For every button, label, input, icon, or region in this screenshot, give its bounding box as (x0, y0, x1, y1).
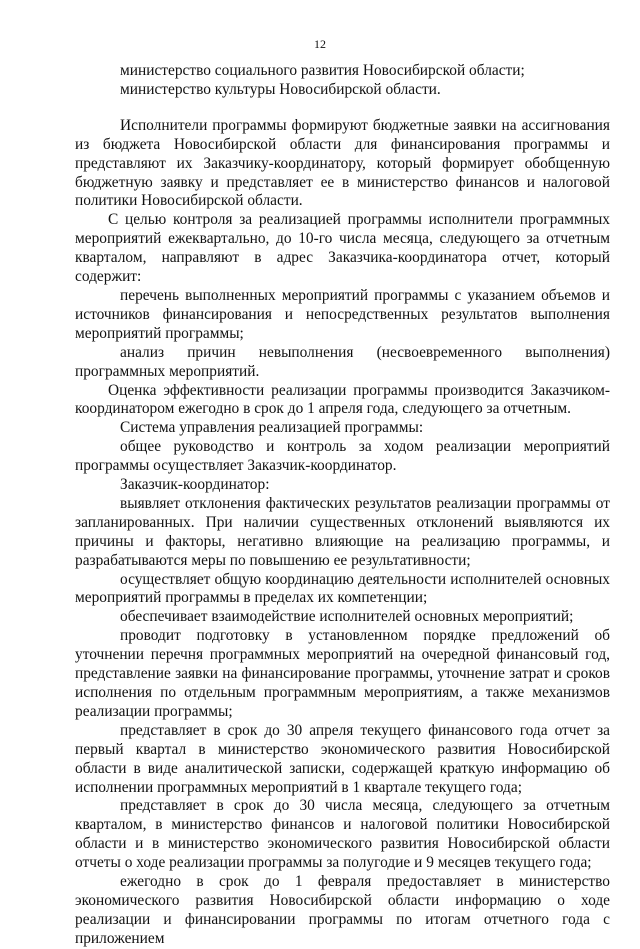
paragraph-annual-info: ежегодно в срок до 1 февраля предоставляет в министерство экономического развития Новосибирской области информацию о ходе реализации и финансировании программы по итогам отчетного года с приложением (75, 873, 610, 947)
paragraph-control-purpose: С целью контроля за реализацией программы исполнители программных мероприятий ежеквартально, до 10-го числа месяца, следующего за отчетным кварталом, направляют в адрес Заказчика-координатора отчет, который содержит: (75, 211, 610, 286)
paragraph-customer-coordinator: Заказчик-координатор: (120, 476, 270, 494)
paragraph-efficiency: Оценка эффективности реализации программы производится Заказчиком-координатором ежегодно в срок до 1 апреля года, следующего за отчетным. (75, 381, 610, 418)
document-body (75, 62, 610, 949)
paragraph-general-guidance: общее руководство и контроль за ходом реализации мероприятий программы осуществляет Заказчик-координатор. (75, 438, 610, 475)
paragraph-analysis: анализ причин невыполнения (несвоевременного выполнения) программных мероприятий. (75, 343, 610, 380)
paragraph-ministry-culture: министерство культуры Новосибирской области. (120, 80, 441, 98)
paragraph-interaction: обеспечивает взаимодействие исполнителей основных мероприятий; (120, 608, 574, 626)
paragraph-proposals: проводит подготовку в установленном порядке предложений об уточнении перечня программных мероприятий на очередной финансовый год, представление заявки на финансирование программы, уточнение затрат и сроков исполнения по отдельным программным мероприятиям, а также механизмов реализации программы; (75, 627, 610, 720)
paragraph-budget-requests: Исполнители программы формируют бюджетные заявки на ассигнования из бюджета Новосибирской области для финансирования программы и представляют их Заказчику-координатору, который формирует обобщенную бюджетную заявку и представляет ее в министерство финансов и налоговой политики Новосибирской области. (75, 116, 610, 210)
paragraph-deviations: выявляет отклонения фактических результатов реализации программы от запланированных. При наличии существенных отклонений выявляются их причины и факторы, негативно влияющие на реализацию программы, и разрабатываются меры по повышению ее результативности; (75, 494, 610, 569)
paragraph-coordination: осуществляет общую координацию деятельности исполнителей основных мероприятий программы в пределах их компетенции; (75, 570, 610, 607)
paragraph-report-list: перечень выполненных мероприятий программы с указанием объемов и источников финансирования и непосредственных результатов выполнения мероприятий программы; (75, 286, 610, 342)
paragraph-quarterly-reports: представляет в срок до 30 числа месяца, следующего за отчетным кварталом, в министерство финансов и налоговой политики Новосибирской области и в министерство экономического развития Новосибирской области отчеты о ходе реализации программы за полугодие и 9 месяцев текущего года; (75, 797, 610, 872)
paragraph-first-quarter-report: представляет в срок до 30 апреля текущего финансового года отчет за первый квартал в министерство экономического развития Новосибирской области в виде аналитической записки, содержащей краткую информацию об исполнении программных мероприятий в 1 квартале текущего года; (75, 721, 610, 796)
paragraph-ministry-social: министерство социального развития Новосибирской области; (120, 62, 525, 79)
paragraph-management-system: Система управления реализацией программы: (120, 419, 424, 437)
page-number: 12 (314, 37, 326, 51)
